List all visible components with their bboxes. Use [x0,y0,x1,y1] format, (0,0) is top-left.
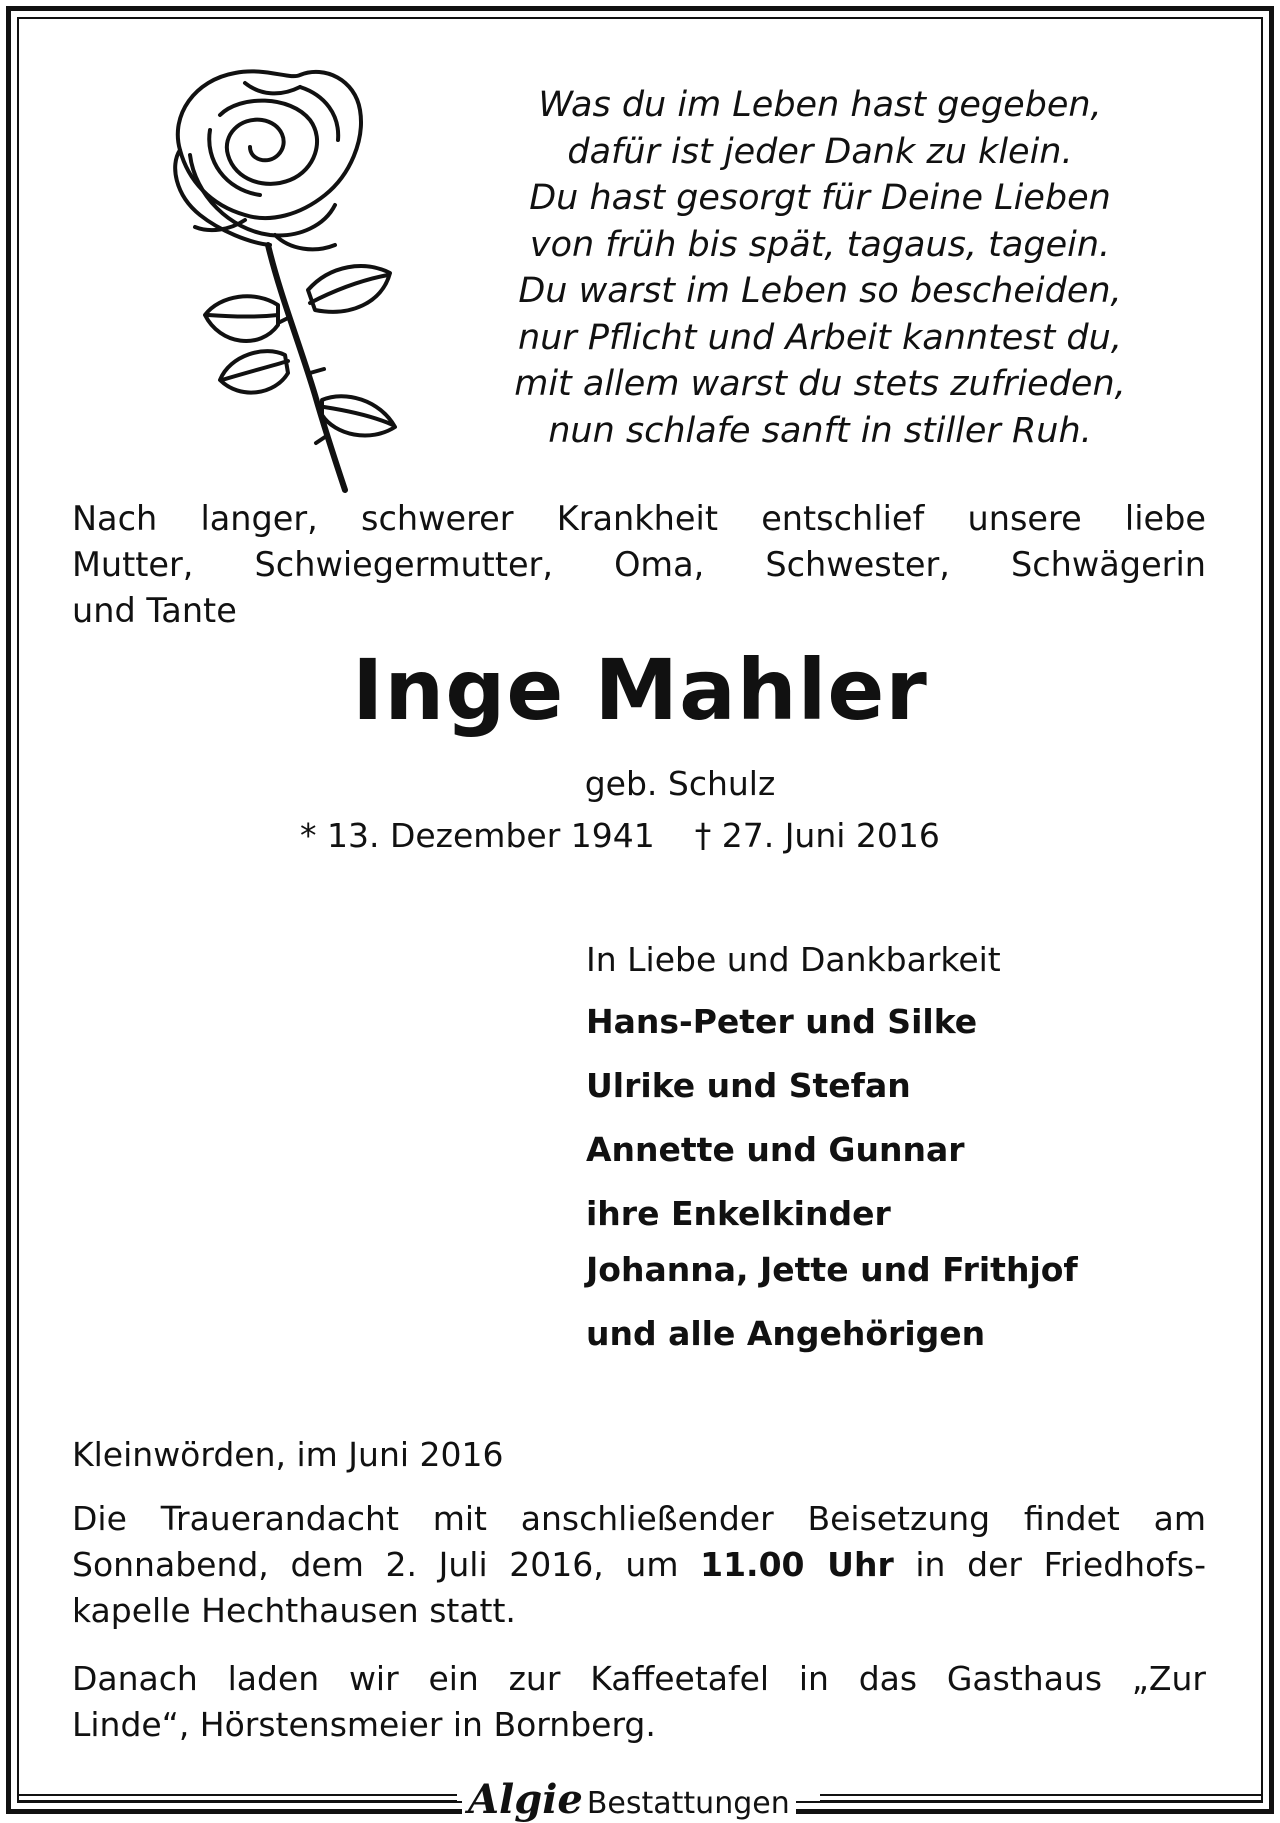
service-line: kapelle Hechthausen statt. [72,1591,516,1630]
service-text: Sonnabend, dem 2. Juli 2016, um [72,1545,701,1584]
intro-line: Nach langer, schwerer Krankheit entschlief unsere liebe [72,499,1206,538]
poem [440,82,1200,454]
poem-line: Du warst im Leben so bescheiden, [518,271,1122,311]
intro-text [72,496,1206,634]
rose-icon [150,55,430,495]
birth-date: * 13. Dezember 1941 [300,816,655,855]
service-line [72,1542,1206,1588]
reception-notice [72,1656,1206,1748]
undertaker-suffix: Bestattungen [586,1786,790,1821]
poem-line: mit allem warst du stets zufrieden, [514,364,1126,404]
reception-line: Danach laden wir ein zur Kaffeetafel in das Gasthaus „Zur [72,1659,1206,1698]
mourners-heading: In Liebe und Dankbarkeit [586,940,1001,979]
poem-line: Du hast gesorgt für Deine Lieben [529,178,1111,218]
place-date: Kleinwörden, im Juni 2016 [72,1435,504,1474]
service-notice [72,1496,1206,1634]
service-time: 11.00 Uhr [700,1545,894,1584]
maiden-name: geb. Schulz [584,764,776,803]
service-text: in der Friedhofs- [893,1545,1206,1584]
mourner-name: Ulrike und Stefan [586,1066,911,1105]
undertaker-logo: Algie [468,1776,583,1823]
footer-rule [820,1794,1263,1802]
poem-line: dafür ist jeder Dank zu klein. [567,131,1073,172]
deceased-name: Inge Mahler [352,641,928,739]
footer-rule [17,1794,457,1802]
death-date: † 27. Juni 2016 [694,816,940,855]
mourner-name: und alle Angehörigen [586,1314,986,1353]
mourner-name: Hans-Peter und Silke [586,1002,978,1041]
undertaker-brand [462,1776,796,1823]
intro-line: und Tante [72,591,237,630]
poem-line: nun schlafe sanft in stiller Ruh. [548,410,1092,451]
mourner-name: ihre Enkelkinder [586,1194,891,1233]
life-dates [300,814,940,858]
reception-line: Linde“, Hörstensmeier in Bornberg. [72,1705,656,1744]
mourner-name: Annette und Gunnar [586,1130,965,1169]
intro-line: Mutter, Schwiegermutter, Oma, Schwester, Schwägerin [72,545,1206,584]
poem-line: nur Pflicht und Arbeit kanntest du, [518,317,1122,358]
poem-line: von früh bis spät, tagaus, tagein. [529,224,1111,265]
footer [0,1774,1280,1823]
mourner-name: Johanna, Jette und Frithjof [586,1250,1078,1289]
poem-line: Was du im Leben hast gegeben, [538,85,1102,125]
service-line: Die Trauerandacht mit anschließender Beisetzung findet am [72,1499,1206,1538]
